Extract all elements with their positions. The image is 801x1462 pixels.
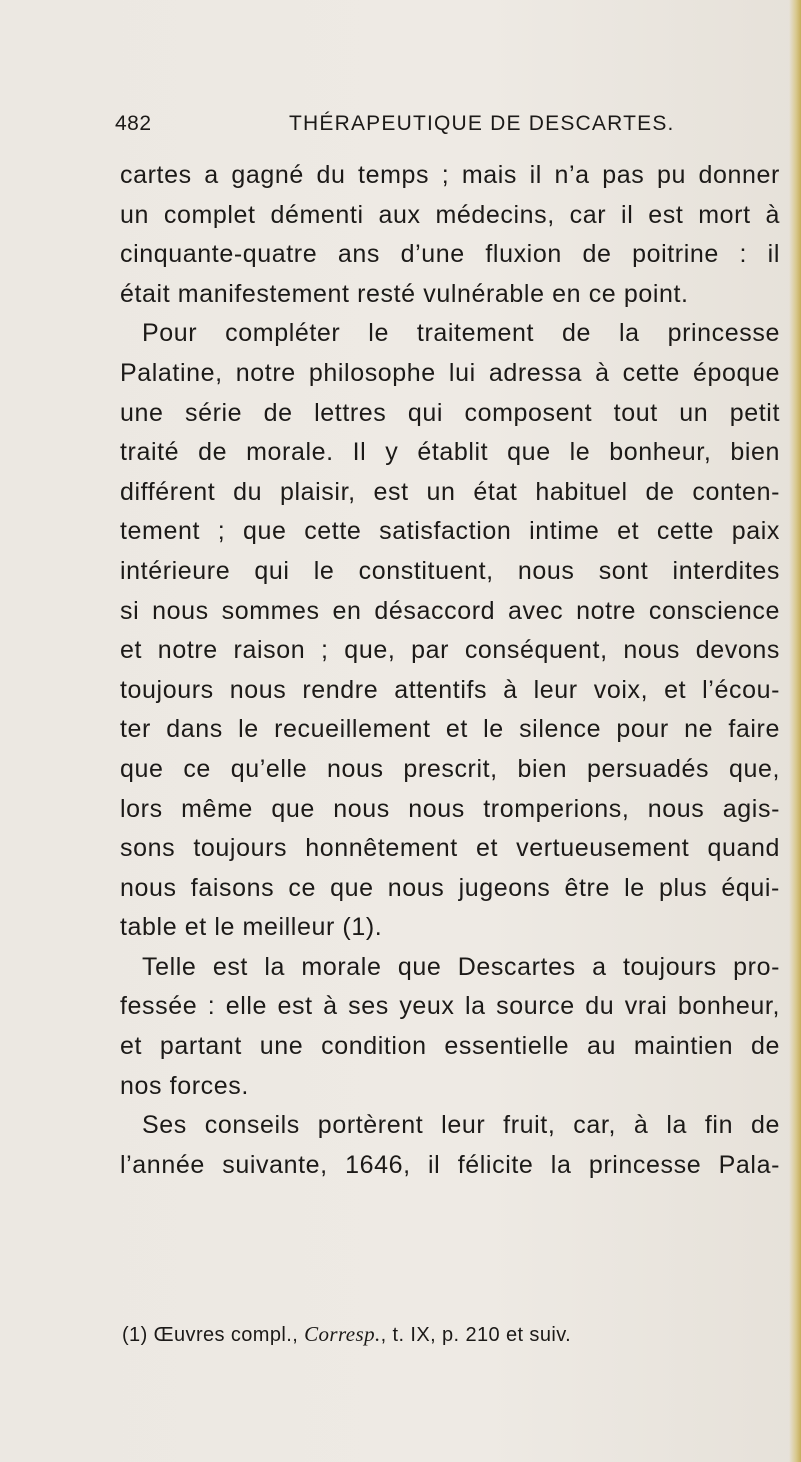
footnote-marker: (1) xyxy=(122,1324,148,1346)
text-line: traité de morale. Il y établit que le bonheur, bien xyxy=(120,438,780,467)
text-line: Telle est la morale que Descartes a toujours pro- xyxy=(142,952,780,981)
text-line: un complet démenti aux médecins, car il est mort à xyxy=(120,200,780,229)
footnote-italic-title: Corresp. xyxy=(304,1322,381,1346)
text-line: nos forces. xyxy=(120,1071,249,1100)
text-line: cinquante-quatre ans d’une fluxion de poitrine : il xyxy=(120,240,780,269)
text-line: différent du plaisir, est un état habituel de conten- xyxy=(120,477,780,506)
footnote xyxy=(122,1320,782,1349)
body-text xyxy=(120,156,780,1185)
text-line: sons toujours honnêtement et vertueusement quand xyxy=(120,834,780,863)
text-line: tement ; que cette satisfaction intime et cette paix xyxy=(120,517,780,546)
text-line: Ses conseils portèrent leur fruit, car, à la fin de xyxy=(142,1111,780,1140)
text-line: nous faisons ce que nous jugeons être le plus équi- xyxy=(120,873,780,902)
footnote-reference: , t. IX, p. 210 et suiv. xyxy=(380,1324,572,1346)
page-number: 482 xyxy=(115,112,152,135)
footnote-source: Œuvres compl., xyxy=(153,1324,299,1346)
text-line: cartes a gagné du temps ; mais il n’a pas pu donner xyxy=(120,161,780,189)
text-line: intérieure qui le constituent, nous sont interdites xyxy=(120,556,780,585)
text-line: Palatine, notre philosophe lui adressa à cette époque xyxy=(120,358,780,387)
running-title: THÉRAPEUTIQUE DE DESCARTES. xyxy=(289,112,675,135)
text-line: lors même que nous nous tromperions, nous agis- xyxy=(120,794,780,823)
text-line: Pour compléter le traitement de la princesse xyxy=(142,319,780,348)
text-line: et notre raison ; que, par conséquent, nous devons xyxy=(120,636,780,665)
text-line: l’année suivante, 1646, il félicite la princesse Pala- xyxy=(120,1150,780,1179)
text-line: était manifestement resté vulnérable en ce point. xyxy=(120,279,689,308)
text-line: table et le meilleur (1). xyxy=(120,913,383,942)
text-line: fessée : elle est à ses yeux la source du vrai bonheur, xyxy=(120,992,780,1021)
text-line: une série de lettres qui composent tout un petit xyxy=(120,398,780,427)
page-header xyxy=(115,112,765,142)
text-line: si nous sommes en désaccord avec notre conscience xyxy=(120,596,780,625)
text-line: et partant une condition essentielle au maintien de xyxy=(120,1032,780,1061)
text-line: toujours nous rendre attentifs à leur voix, et l’écou- xyxy=(120,675,780,704)
page-edge xyxy=(789,0,801,1462)
text-line: que ce qu’elle nous prescrit, bien persuadés que, xyxy=(120,754,780,783)
text-line: ter dans le recueillement et le silence pour ne faire xyxy=(120,715,780,744)
